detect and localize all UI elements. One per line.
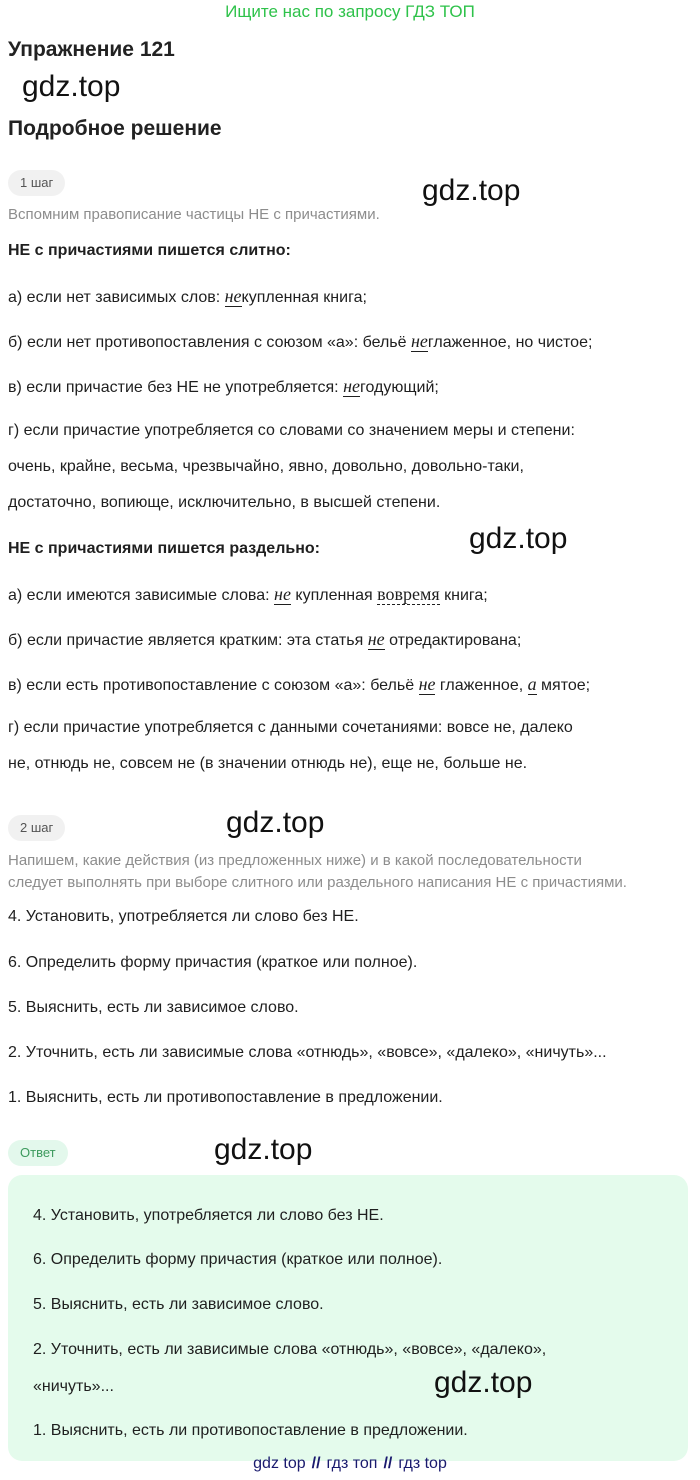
rule-line: а) если имеются зависимые слова: не купленная вовремя книга; <box>8 584 488 604</box>
list-item: 1. Выяснить, есть ли противопоставление в предложении. <box>8 1089 443 1106</box>
rule-line: в) если есть противопоставление с союзом «а»: бельё не глаженное, а мятое; <box>8 674 591 694</box>
answer-item: 1. Выяснить, есть ли противопоставление в предложении. <box>33 1422 468 1439</box>
footer-links <box>0 1455 700 1473</box>
watermark: gdz.top <box>22 70 121 103</box>
rule-line: очень, крайне, весьма, чрезвычайно, явно, довольно, довольно-таки, <box>8 458 524 475</box>
watermark: gdz.top <box>434 1366 533 1399</box>
particle-ne: не <box>410 331 428 351</box>
step-2-intro: Напишем, какие действия (из предложенных ниже) и в какой последовательности <box>8 852 582 869</box>
separator: // <box>311 1455 321 1472</box>
step-2-intro: следует выполнять при выборе слитного или раздельного написания НЕ с причастиями. <box>8 874 627 891</box>
solution-heading: Подробное решение <box>8 117 222 140</box>
step-badge-1: 1 шаг <box>8 170 65 196</box>
answer-item: 6. Определить форму причастия (краткое или полное). <box>33 1251 443 1268</box>
answer-item: 4. Установить, употребляется ли слово без НЕ. <box>33 1207 384 1224</box>
step-1-intro: Вспомним правописание частицы НЕ с причастиями. <box>8 206 380 223</box>
rule-line: в) если причастие без НЕ не употребляется: негодующий; <box>8 376 439 396</box>
search-banner: Ищите нас по запросу ГДЗ ТОП <box>225 2 475 21</box>
watermark: gdz.top <box>214 1133 313 1166</box>
footer-link[interactable]: gdz top <box>253 1455 306 1472</box>
answer-badge: Ответ <box>8 1140 68 1166</box>
rule-line: достаточно, вопиюще, исключительно, в высшей степени. <box>8 494 441 511</box>
watermark: gdz.top <box>469 522 568 555</box>
list-item: 2. Уточнить, есть ли зависимые слова «отнюдь», «вовсе», «далеко», «ничуть»... <box>8 1044 607 1061</box>
step-badge-2: 2 шаг <box>8 815 65 841</box>
watermark: gdz.top <box>226 806 325 839</box>
rule-line: г) если причастие употребляется с данными сочетаниями: вовсе не, далеко <box>8 719 573 736</box>
footer-link[interactable]: гдз топ <box>326 1455 378 1472</box>
rule-line: не, отнюдь не, совсем не (в значении отнюдь не), еще не, больше не. <box>8 755 528 772</box>
dependent-word: вовремя <box>377 584 440 604</box>
particle-ne: не <box>274 584 291 604</box>
exercise-title: Упражнение 121 <box>8 38 175 61</box>
particle-ne: не <box>367 629 385 649</box>
rule-heading-together: НЕ с причастиями пишется слитно: <box>8 242 291 259</box>
rule-line: б) если нет противопоставления с союзом «а»: бельё неглаженное, но чистое; <box>8 331 593 351</box>
list-item: 4. Установить, употребляется ли слово без НЕ. <box>8 908 359 925</box>
rule-line: б) если причастие является кратким: эта статья не отредактирована; <box>8 629 522 649</box>
list-item: 5. Выяснить, есть ли зависимое слово. <box>8 999 299 1016</box>
separator: // <box>383 1455 393 1472</box>
particle-ne: не <box>343 376 360 396</box>
answer-item: 5. Выяснить, есть ли зависимое слово. <box>33 1296 324 1313</box>
answer-item: «ничуть»... <box>33 1378 114 1395</box>
watermark: gdz.top <box>422 174 521 207</box>
rule-heading-separate: НЕ с причастиями пишется раздельно: <box>8 540 320 557</box>
rule-line: г) если причастие употребляется со словами со значением меры и степени: <box>8 422 575 439</box>
rule-line: а) если нет зависимых слов: некупленная книга; <box>8 286 367 306</box>
answer-item: 2. Уточнить, есть ли зависимые слова «отнюдь», «вовсе», «далеко», <box>33 1341 547 1358</box>
particle-ne: не <box>224 286 242 306</box>
conjunction-a: а <box>527 674 537 694</box>
footer-link[interactable]: гдз top <box>398 1455 447 1472</box>
list-item: 6. Определить форму причастия (краткое или полное). <box>8 954 418 971</box>
particle-ne: не <box>418 674 436 694</box>
